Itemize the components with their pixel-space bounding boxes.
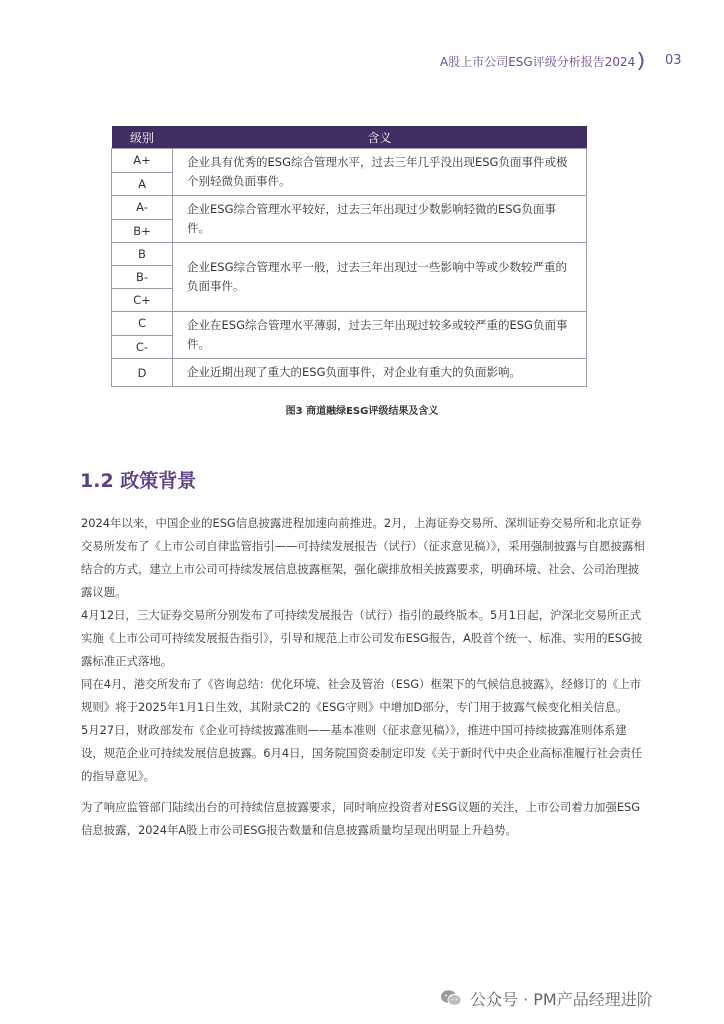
header-grade: 级别 <box>112 126 173 149</box>
grade-cell: A <box>112 172 173 196</box>
table-header-row <box>112 126 587 149</box>
header-meaning: 含义 <box>173 126 587 149</box>
grade-cell: B- <box>112 266 173 289</box>
paragraph <box>81 512 647 604</box>
table-row <box>112 359 587 387</box>
meaning-cell: 企业具有优秀的ESG综合管理水平，过去三年几乎没出现ESG负面事件或极个别轻微负面事件。 <box>173 149 587 196</box>
grade-cell: C- <box>112 335 173 359</box>
grade-cell: C+ <box>112 289 173 312</box>
paragraph <box>81 719 647 788</box>
wechat-icon <box>440 989 462 1007</box>
grade-cell: A- <box>112 196 173 220</box>
report-title: A股上市公司ESG评级分析报告2024 <box>440 55 636 69</box>
grade-cell: B+ <box>112 219 173 243</box>
paragraph-text: 为了响应监管部门陆续出台的可持续信息披露要求，同时响应投资者对ESG议题的关注，上市公司着力加强ESG信息披露，2024年A股上市公司ESG报告数量和信息披露质量均呈现出明显上升趋势。 <box>81 800 641 837</box>
paragraph-text: 同在4月，港交所发布了《咨询总结：优化环境、社会及管治（ESG）框架下的气候信息披露》，经修订的《上市规则》将于2025年1月1日生效，其附录C2的《ESG守则》中增加D部分，专门用于披露气候变化相关信息。 <box>81 677 642 714</box>
grade-cell: C <box>112 312 173 336</box>
paragraph-text: 2024年以来，中国企业的ESG信息披露进程加速向前推进。2月，上海证券交易所、深圳证券交易所和北京证券交易所发布了《上市公司自律监管指引——可持续发展报告（试行）（征求意见稿）》，采用强制披露与自愿披露相结合的方式，建立上市公司可持续发展信息披露框架，强化碳排放相关披露要求，明确环境、社会、公司治理披露议题。 <box>81 516 645 599</box>
section-heading: 1.2 政策背景 <box>80 470 197 492</box>
meaning-cell: 企业在ESG综合管理水平薄弱，过去三年出现过较多或较严重的ESG负面事件。 <box>173 312 587 359</box>
watermark-footer <box>440 986 710 1010</box>
table-row <box>112 149 587 173</box>
grade-cell: D <box>112 359 173 387</box>
paragraph <box>81 673 647 719</box>
page-number: 03 <box>665 53 682 68</box>
table-row <box>112 312 587 336</box>
grade-cell: A+ <box>112 149 173 173</box>
grade-cell: B <box>112 243 173 266</box>
meaning-cell: 企业近期出现了重大的ESG负面事件，对企业有重大的负面影响。 <box>173 359 587 387</box>
paragraph <box>81 604 647 673</box>
paragraph-text: 4月12日，三大证券交易所分别发布了可持续发展报告（试行）指引的最终版本。5月1日起，沪深北交易所正式实施《上市公司可持续发展报告指引》，引导和规范上市公司发布ESG报告，A股首个统一、标准、实用的ESG披露标准正式落地。 <box>81 608 643 668</box>
paragraph-text: 5月27日，财政部发布《企业可持续披露准则——基本准则（征求意见稿）》，推进中国可持续披露准则体系建设，规范企业可持续发展信息披露。6月4日，国务院国资委制定印发《关于新时代中央企业高标准履行社会责任的指导意见》。 <box>81 723 643 783</box>
watermark-text: 公众号 · PM产品经理进阶 <box>470 989 653 1009</box>
meaning-cell: 企业ESG综合管理水平较好，过去三年出现过少数影响轻微的ESG负面事件。 <box>173 196 587 243</box>
meaning-cell: 企业ESG综合管理水平一般，过去三年出现过一些影响中等或少数较严重的负面事件。 <box>173 243 587 312</box>
paragraph <box>81 796 647 842</box>
table-row <box>112 196 587 220</box>
table-caption: 图3 商道融绿ESG评级结果及含义 <box>285 406 439 417</box>
chevron-right-icon <box>636 51 646 71</box>
table-row <box>112 243 587 266</box>
esg-rating-table <box>111 126 587 387</box>
